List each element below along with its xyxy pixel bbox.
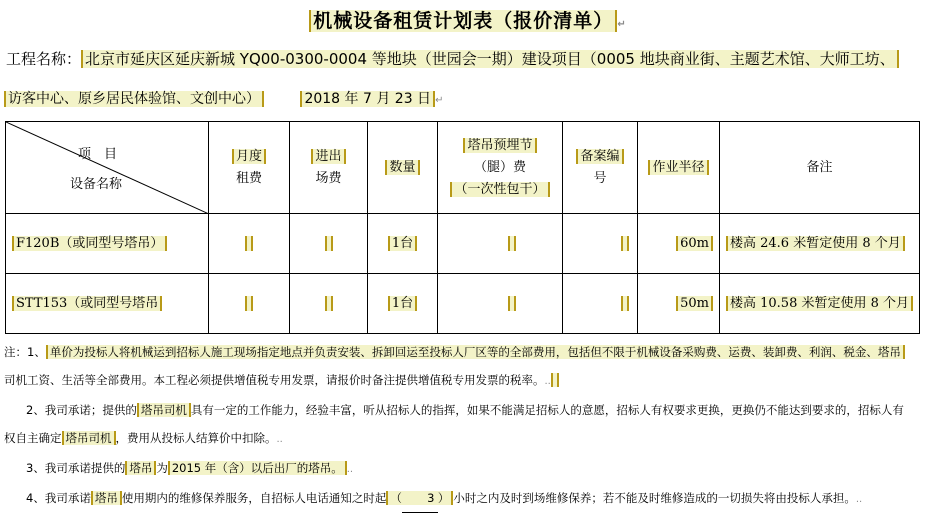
cell-monthly-rent[interactable] (209, 274, 290, 334)
record-no-field[interactable] (621, 296, 629, 311)
notes-section (4, 338, 930, 514)
note-4-e: 小时之内及时到场维修保养；若不能及时维修造成的一切损失将由投标人承担。 (453, 491, 856, 505)
table-row (6, 274, 920, 334)
note-4-hours-value[interactable]: 3 (402, 484, 438, 513)
in-out-fee-field[interactable] (325, 236, 333, 251)
cell-remark (720, 274, 920, 334)
quantity-field: 1台 (388, 236, 417, 251)
note-2-f: ，费用从投标人结算价中扣除。 (115, 431, 277, 445)
note-2-driver-field-2[interactable]: 塔吊司机 (62, 431, 116, 445)
header-tower-fee-line1: 塔吊预埋节 (463, 138, 536, 153)
note-1-prefix: 注：1、 (4, 345, 46, 359)
cell-tower-fee[interactable] (438, 214, 563, 274)
cell-tower-fee[interactable] (438, 274, 563, 334)
header-quantity: 数量 (385, 160, 419, 175)
cell-remark (720, 214, 920, 274)
note-1-text: 单价为投标人将机械运到招标人施工现场指定地点并负责安装、拆卸回运至投标人厂区等的全部费用，包括但不限于机械设备采购费、运费、装卸费、利润、税金、塔吊 (49, 345, 901, 359)
cell-monthly-rent[interactable] (209, 214, 290, 274)
cell-quantity (368, 274, 438, 334)
remark-field: 楼高 24.6 米暂定使用 8 个月 (726, 236, 905, 251)
header-monthly-rent-line2: 租费 (235, 170, 262, 186)
project-name-line1 (6, 48, 899, 69)
equipment-table (5, 121, 920, 334)
field-end-marker (551, 373, 559, 387)
cell-equipment-name (6, 274, 209, 334)
project-label: 工程名称： (6, 50, 82, 68)
equipment-name: F120B（或同型号塔吊） (12, 236, 167, 251)
note-4-a: 4、我司承诺 (26, 491, 91, 505)
cell-in-out-fee[interactable] (290, 214, 368, 274)
project-name-field[interactable] (81, 50, 899, 68)
header-cell-monthly-rent (209, 122, 290, 214)
paragraph-mark-icon: ↵ (617, 19, 627, 30)
note-1-field[interactable] (46, 345, 905, 359)
note-1 (4, 338, 930, 366)
header-radius: 作业半径 (648, 160, 708, 175)
record-no-field[interactable] (621, 236, 629, 251)
table-header-row (6, 122, 920, 214)
remark-field: 楼高 10.58 米暂定使用 8 个月 (726, 296, 913, 311)
note-2-d: 权自主确定 (4, 431, 62, 445)
equipment-name: STT153（或同型号塔吊 (12, 296, 162, 311)
project-name-field-cont[interactable] (4, 91, 264, 107)
header-record-no-line2: 号 (593, 170, 607, 186)
cell-radius (638, 274, 720, 334)
note-4-hours-field[interactable]: （ 3 ） (386, 491, 453, 505)
project-name-part2: 访客中心、原乡居民体验馆、文创中心） (8, 91, 260, 107)
header-tower-fee-line2: （腿）费 (473, 159, 526, 175)
in-out-fee-field[interactable] (325, 296, 333, 311)
project-name-part1: 北京市延庆区延庆新城 YQ00-0300-0004 等地块（世园会一期）建设项目（0005 地块商业街、主题艺术馆、大师工坊、 (85, 50, 895, 68)
note-3-c: 为 (156, 461, 168, 475)
header-cell-record-no (563, 122, 638, 214)
header-cell-remark (720, 122, 920, 214)
note-2-cont (4, 424, 930, 454)
note-3-year-field[interactable]: 2015 年（含）以后出厂的塔吊。 (168, 461, 347, 475)
monthly-rent-field[interactable] (245, 296, 253, 311)
page-title: 机械设备租赁计划表（报价清单） (309, 10, 617, 32)
header-in-out-fee-line1: 进出 (311, 149, 345, 164)
tower-fee-field[interactable] (508, 236, 516, 251)
note-2-c: 具有一定的工作能力，经验丰富，听从招标人的指挥，如果不能满足招标人的意愿，招标人有权要求更换，更换仍不能达到要求的，招标人有 (190, 403, 904, 417)
paragraph-mark-icon: ↵ (435, 95, 444, 106)
date-field[interactable]: 2018 年 7 月 23 日 (300, 91, 435, 107)
header-tower-fee-line3: （一次性包干） (450, 182, 549, 197)
cell-equipment-name (6, 214, 209, 274)
note-4 (4, 484, 930, 514)
note-3 (4, 454, 930, 484)
tower-fee-field[interactable] (508, 296, 516, 311)
paragraph-mark-icon: .. (276, 434, 283, 445)
note-3-crane-field[interactable]: 塔吊 (125, 461, 156, 475)
note-4-c: 使用期内的维修保养服务，自招标人电话通知之时起 (121, 491, 387, 505)
note-2 (4, 396, 930, 424)
radius-field: 50m (676, 296, 713, 311)
paragraph-mark-icon: .. (544, 376, 551, 387)
header-record-no-line1: 备案编 (576, 149, 623, 164)
header-cell-quantity (368, 122, 438, 214)
header-cell-item (6, 122, 209, 214)
header-equipment-name-label: 设备名称 (70, 177, 123, 192)
cell-record-no[interactable] (563, 214, 638, 274)
paragraph-mark-icon: .. (346, 464, 354, 475)
header-cell-radius (638, 122, 720, 214)
header-remark: 备注 (806, 159, 833, 175)
note-4-crane-field[interactable]: 塔吊 (91, 491, 122, 505)
cell-quantity (368, 214, 438, 274)
radius-field: 60m (676, 236, 713, 251)
paragraph-mark-icon: .. (855, 494, 863, 505)
page-title-row (0, 6, 936, 33)
monthly-rent-field[interactable] (245, 236, 253, 251)
header-item-label: 项 目 (78, 147, 118, 162)
note-2-a: 2、我司承诺；提供的 (26, 403, 137, 417)
quantity-field: 1台 (388, 296, 417, 311)
cell-in-out-fee[interactable] (290, 274, 368, 334)
project-name-line2 (4, 88, 443, 108)
cell-radius (638, 214, 720, 274)
diagonal-line (6, 122, 209, 214)
note-2-driver-field[interactable]: 塔吊司机 (137, 403, 191, 417)
header-monthly-rent-line1: 月度 (232, 149, 266, 164)
header-cell-tower-fee (438, 122, 563, 214)
note-1-text2: 司机工资、生活等全部费用。本工程必须提供增值税专用发票，请报价时备注提供增值税专用发票的税率。 (4, 373, 545, 387)
cell-record-no[interactable] (563, 274, 638, 334)
header-in-out-fee-line2: 场费 (315, 170, 342, 186)
note-3-a: 3、我司承诺提供的 (26, 461, 126, 475)
header-cell-in-out-fee (290, 122, 368, 214)
note-1-cont (4, 366, 930, 396)
table-row (6, 214, 920, 274)
